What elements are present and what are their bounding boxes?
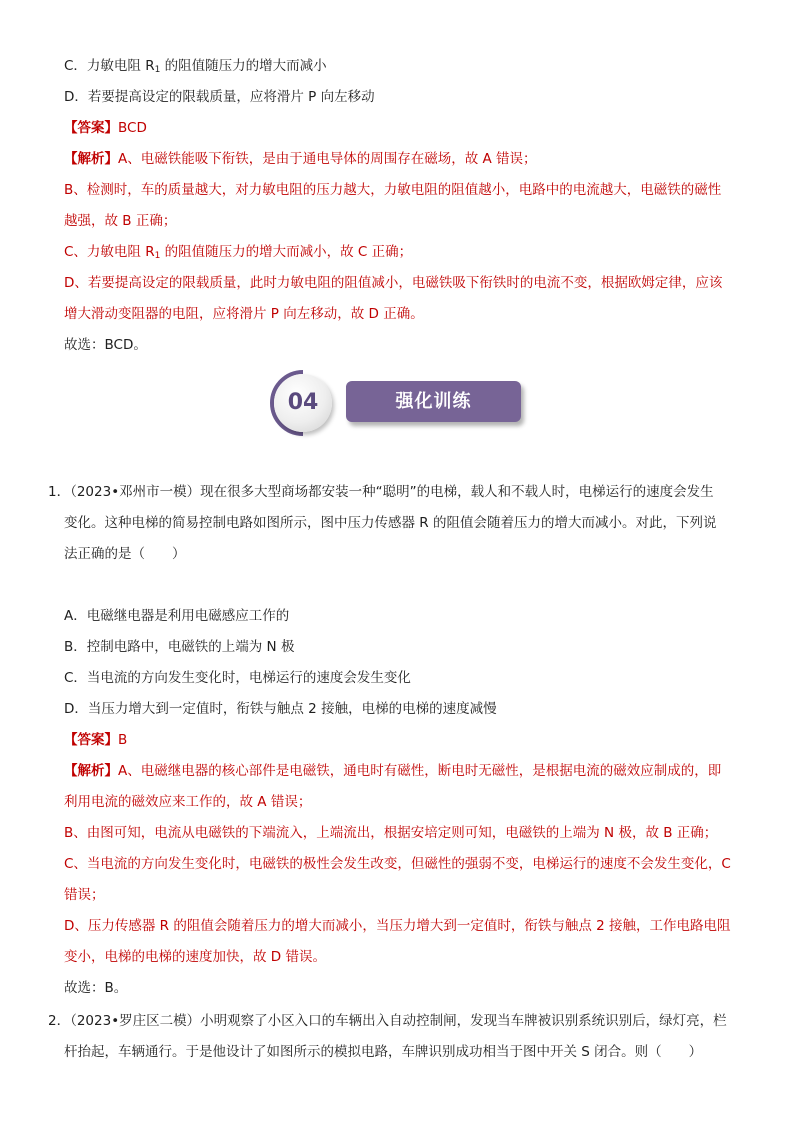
q1-answer: 【答案】B xyxy=(64,732,128,748)
prev-option-c: C．力敏电阻 $R_1$ 的阻值随压力的增大而减小 xyxy=(64,58,327,75)
q1-analysis-line-1: 【解析】A、电磁继电器的核心部件是电磁铁，通电时有磁性，断电时无磁性，是根据电流的磁效应制成的，即 xyxy=(64,763,722,779)
prev-choice: 故选：BCD。 xyxy=(64,337,147,353)
prev-answer: 【答案】BCD xyxy=(64,120,147,136)
q1-analysis-line-7: 变小，电梯的电梯的速度加快，故 D 错误。 xyxy=(64,949,326,965)
q1-option-a: A．电磁继电器是利用电磁感应工作的 xyxy=(64,608,290,624)
prev-option-d: D．若要提高设定的限载质量，应将滑片 P 向左移动 xyxy=(64,89,375,105)
q2-stem-line-1: 2．（2023•罗庄区二模）小明观察了小区入口的车辆出入自动控制闸，发现当车牌被识别系统识别后，绿灯亮，栏 xyxy=(48,1013,727,1029)
prev-analysis-line-6: 增大滑动变阻器的电阻，应将滑片 P 向左移动，故 D 正确。 xyxy=(64,306,424,322)
q1-option-b: B．控制电路中，电磁铁的上端为 N 极 xyxy=(64,639,295,655)
q1-choice: 故选：B。 xyxy=(64,980,128,996)
q1-analysis-line-4: C、当电流的方向发生变化时，电磁铁的极性会发生改变，但磁性的强弱不变，电梯运行的速度不会发生变化，C xyxy=(64,856,731,872)
q1-stem-line-2: 变化。这种电梯的简易控制电路如图所示，图中压力传感器 R 的阻值会随着压力的增大而减小。对此，下列说 xyxy=(64,515,717,531)
q1-analysis-line-3: B、由图可知，电流从电磁铁的下端流入，上端流出，根据安培定则可知，电磁铁的上端为 N 极，故 B 正确； xyxy=(64,825,718,841)
q1-stem-line-1: 1．（2023•邓州市一模）现在很多大型商场都安装一种“聪明”的电梯，载人和不载人时，电梯运行的速度会发生 xyxy=(48,484,714,500)
section-title: 强化训练 xyxy=(395,391,472,412)
q1-analysis-line-2: 利用电流的磁效应来工作的，故 A 错误； xyxy=(64,794,312,810)
q1-option-d: D．当压力增大到一定值时，衔铁与触点 2 接触，电梯的电梯的速度减慢 xyxy=(64,701,497,717)
prev-analysis-line-4: C、力敏电阻 $R_1$ 的阻值随压力的增大而减小，故 C 正确； xyxy=(64,244,413,261)
section-banner xyxy=(270,370,530,434)
section-number: 04 xyxy=(287,390,319,415)
prev-analysis-line-3: 越强，故 B 正确； xyxy=(64,213,177,229)
prev-analysis-line-2: B、检测时，车的质量越大，对力敏电阻的压力越大，力敏电阻的阻值越小，电路中的电流越大，电磁铁的磁性 xyxy=(64,182,722,198)
q1-option-c: C．当电流的方向发生变化时，电梯运行的速度会发生变化 xyxy=(64,670,411,686)
q1-analysis-line-6: D、压力传感器 R 的阻值会随着压力的增大而减小，当压力增大到一定值时，衔铁与触点 2 接触，工作电路电阻 xyxy=(64,918,731,934)
section-title-bar xyxy=(346,381,521,422)
q2-stem-line-2: 杆抬起，车辆通行。于是他设计了如图所示的模拟电路，车牌识别成功相当于图中开关 S 闭合。则（ ） xyxy=(64,1044,703,1060)
q1-stem-line-3: 法正确的是（ ） xyxy=(64,546,186,562)
q1-analysis-line-5: 错误； xyxy=(64,887,105,903)
prev-analysis-line-5: D、若要提高设定的限载质量，此时力敏电阻的阻值减小，电磁铁吸下衔铁时的电流不变，根据欧姆定律，应该 xyxy=(64,275,723,291)
prev-analysis-line-1: 【解析】A、电磁铁能吸下衔铁，是由于通电导体的周围存在磁场，故 A 错误； xyxy=(64,151,537,167)
